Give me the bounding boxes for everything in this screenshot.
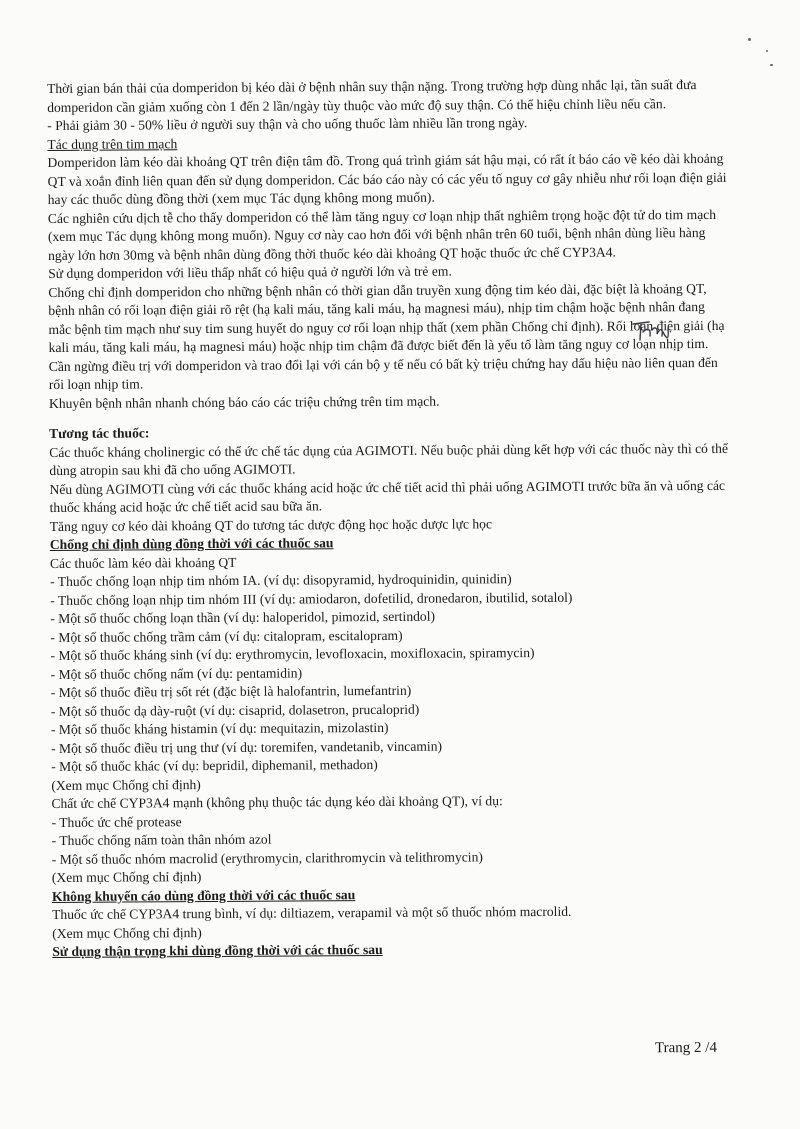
paragraph: Chống chỉ định domperidon cho những bệnh nhân có thời gian dẫn truyền xung động tim kéo dài, đặc biệt là khoảng QT, bệnh nhân có rối loạn điện giải rõ rệt (hạ kali máu, tăng kali máu, hạ magnesi máu), nhịp tim chậm hoặc bệnh nhân đang mắc bệnh tim mạch như suy tim sung huyết do nguy cơ rối loạn nhịp thất (xem phần Chống chỉ định). Rối loạn điện giải (hạ kali máu, tăng kali máu, hạ magnesi máu) hoặc nhịp tim chậm đã được biết đến là yếu tố làm tăng nguy cơ loạn nhịp tim. bbox=[48, 280, 725, 355]
list-item: - Một số thuốc nhóm macrolid (erythromycin, clarithromycin và telithromycin) bbox=[51, 848, 483, 867]
list-item: - Một số thuốc kháng histamin (ví dụ: mequitazin, mizolastin) bbox=[50, 719, 389, 737]
paragraph: Các nghiên cứu dịch tễ cho thấy domperidon có thể làm tăng nguy cơ loạn nhịp thất nghiêm trọng hoặc đột tử do tim mạch (xem mục Tác dụng không mong muốn). Nguy cơ này cao hơn đối với bệnh nhân trên 60 tuổi, bệnh nhân dùng liều hàng ngày lớn hơn 30mg và bệnh nhân dùng đồng thời thuốc kéo dài khoảng QT hoặc thuốc ức chế CYP3A4. bbox=[47, 206, 717, 263]
contra-intro: Các thuốc làm kéo dài khoảng QT bbox=[49, 554, 237, 571]
paragraph: Khuyên bệnh nhân nhanh chóng báo cáo các triệu chứng trên tim mạch. bbox=[48, 393, 440, 411]
not-recommended-heading: Không khuyến cáo dùng đồng thời với các thuốc sau bbox=[51, 886, 356, 904]
paragraph: Thời gian bán thải của domperidon bị kéo dài ở bệnh nhân suy thận nặng. Trong trường hợp dùng nhắc lại, tần suất đưa domperidon cần giảm xuống còn 1 đến 2 lần/ngày tùy thuộc vào mức độ suy thận. Có thể hiệu chỉnh liều nếu cần. bbox=[47, 77, 697, 115]
document-body bbox=[47, 76, 732, 962]
cyp-intro: Chất ức chế CYP3A4 mạnh (không phụ thuộc tác dụng kéo dài khoảng QT), ví dụ: bbox=[51, 793, 503, 811]
page-number: Trang 2 /4 bbox=[654, 1039, 718, 1057]
list-item: - Một số thuốc kháng sinh (ví dụ: erythromycin, levofloxacin, moxifloxacin, spiramycin) bbox=[50, 645, 535, 663]
list-item: - Một số thuốc điều trị ung thư (ví dụ: toremifen, vandetanib, vincamin) bbox=[51, 738, 443, 756]
see-reference: (Xem mục Chống chỉ định) bbox=[51, 869, 202, 885]
paragraph: Thuốc ức chế CYP3A4 trung bình, ví dụ: diltiazem, verapamil và một số thuốc nhóm macrolid. bbox=[52, 903, 572, 922]
paragraph: Nếu dùng AGIMOTI cùng với các thuốc kháng acid hoặc ức chế tiết acid thì phải uống AGIMOTI trước bữa ăn và uống các thuốc kháng acid hoặc ức chế tiết acid sau bữa ăn. bbox=[49, 477, 726, 515]
list-item: - Một số thuốc chống nấm (ví dụ: pentamidin) bbox=[50, 664, 303, 682]
scan-speck bbox=[766, 50, 768, 52]
scan-speck bbox=[770, 64, 773, 66]
list-item: - Một số thuốc điều trị sốt rét (đặc biệt là halofantrin, lumefantrin) bbox=[50, 682, 412, 700]
paragraph: Tăng nguy cơ kéo dài khoảng QT do tương tác dược động học hoặc dược lực học bbox=[49, 515, 493, 534]
interaction-heading: Tương tác thuốc: bbox=[49, 425, 150, 441]
list-item: - Một số thuốc khác (ví dụ: bepridil, diphemanil, methadon) bbox=[51, 756, 378, 774]
paragraph: Domperidon làm kéo dài khoảng QT trên điện tâm đồ. Trong quá trình giám sát hậu mại, có rất ít báo cáo về kéo dài khoảng QT và xoắn đỉnh liên quan đến sử dụng domperidon. Các báo cáo này có các yếu tố nguy cơ gây nhiễu như rối loạn điện giải hay các thuốc dùng đồng thời (xem mục Tác dụng không mong muốn). bbox=[47, 150, 727, 207]
handwritten-initials bbox=[631, 318, 671, 344]
paragraph: Cần ngừng điều trị với domperidon và trao đổi lại với cán bộ y tế nếu có bất kỳ triệu chứng hay dấu hiệu nào liên quan đến rối loạn nhịp tim. bbox=[48, 354, 718, 392]
list-item: - Thuốc chống loạn nhịp tim nhóm IA. (ví dụ: disopyramid, hydroquinidin, quinidin) bbox=[50, 571, 512, 589]
see-reference: (Xem mục Chống chỉ định) bbox=[52, 924, 202, 941]
list-item: - Thuốc chống nấm toàn thân nhóm azol bbox=[51, 831, 272, 848]
see-reference: (Xem mục Chống chỉ định) bbox=[51, 776, 201, 793]
list-item: - Một số thuốc dạ dày-ruột (ví dụ: cisaprid, dolasetron, prucaloprid) bbox=[50, 701, 420, 719]
paragraph: - Phải giảm 30 - 50% liều ở người suy thận và cho uống thuốc làm nhiều lần trong ngày. bbox=[47, 115, 528, 133]
cardiac-heading: Tác dụng trên tim mạch bbox=[47, 135, 178, 152]
caution-heading: Sử dụng thận trọng khi dùng đồng thời với các thuốc sau bbox=[52, 941, 383, 959]
contra-heading: Chống chỉ định dùng đồng thời với các thuốc sau bbox=[49, 535, 334, 552]
list-item: - Thuốc chống loạn nhịp tim nhóm III (ví dụ: amiodaron, dofetilid, dronedaron, ibutilid, sotalol) bbox=[50, 589, 573, 608]
paragraph: Các thuốc kháng cholinergic có thể ức chế tác dụng của AGIMOTI. Nếu buộc phải dùng kết hợp với các thuốc này thì có thể dùng atropin sau khi đã cho uống AGIMOTI. bbox=[49, 440, 729, 478]
list-item: - Một số thuốc chống loạn thần (ví dụ: haloperidol, pimozid, sertindol) bbox=[50, 608, 436, 626]
list-item: - Thuốc ức chế protease bbox=[51, 813, 182, 830]
list-item: - Một số thuốc chống trầm cảm (ví dụ: citalopram, escitalopram) bbox=[50, 627, 403, 645]
paragraph: Sử dụng domperidon với liều thấp nhất có hiệu quả ở người lớn và trẻ em. bbox=[48, 263, 452, 281]
scan-speck bbox=[748, 38, 751, 41]
